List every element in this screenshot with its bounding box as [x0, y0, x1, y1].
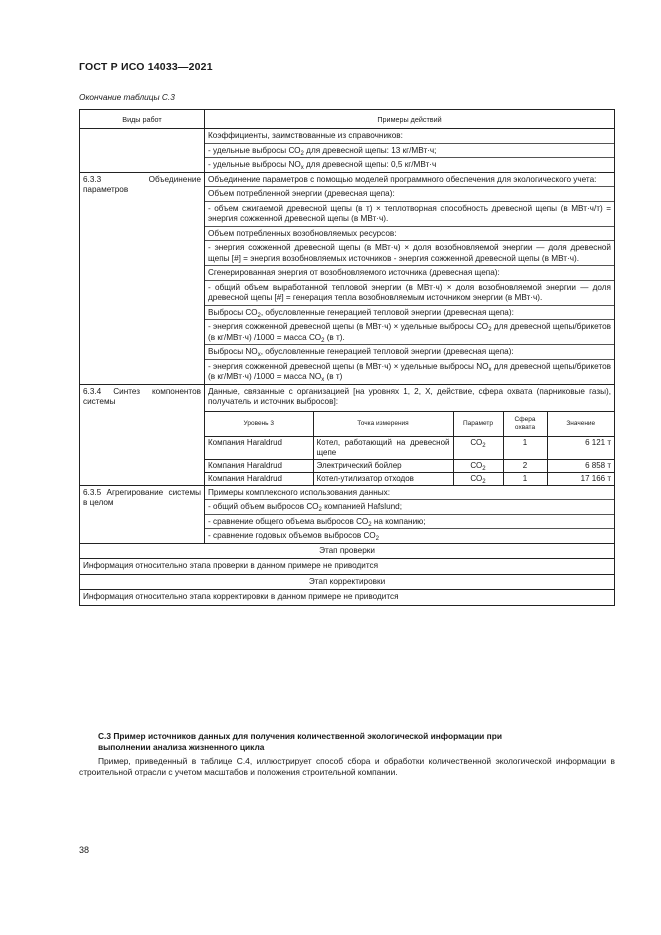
action-paragraph: - общий объем выработанной тепловой энергии (в МВт·ч) × доля возобновляемой энергии — доля древесной щепы [#] = генерация тепла возобновляемым источником энергии (в МВт·ч). [205, 280, 614, 305]
action-paragraph: Данные, связанные с организацией [на уровнях 1, 2, X, действие, сфера охвата (парниковые газы), получатель и источник выбросов]: [208, 386, 611, 406]
param-cell: $СО_2$ [453, 436, 503, 459]
stage-heading-correct: Этап корректировки [80, 574, 615, 590]
action-paragraph: - сравнение годовых объемов выбросов $СО_2$ [205, 528, 614, 543]
row-label: 6.3.3 Объединение параметров [80, 172, 205, 384]
col-header-actions: Примеры действий [205, 110, 615, 129]
subtable-row [205, 459, 614, 472]
action-paragraph: - сравнение общего объема выбросов $СО_2$ на компанию; [205, 514, 614, 529]
value-cell: 6 121 т [547, 436, 614, 459]
level-cell: Компания Haraldrud [205, 459, 313, 472]
level-cell: Компания Haraldrud [205, 436, 313, 459]
row-label: 6.3.5 Агрегирование системы в целом [80, 485, 205, 543]
row-label-empty [80, 129, 205, 173]
subtable-header: Сфера охвата [503, 411, 547, 436]
action-paragraph: - общий объем выбросов $СО_2$ компанией Hafslund; [205, 499, 614, 514]
stage-info-correct: Информация относительно этапа корректировки в данном примере не приводится [80, 590, 615, 606]
action-paragraph: Объем потребленных возобновляемых ресурсов: [205, 226, 614, 241]
document-header: ГОСТ Р ИСО 14033—2021 [79, 61, 213, 73]
value-cell: 6 858 т [547, 459, 614, 472]
value-cell: 17 166 т [547, 472, 614, 485]
point-cell: Котел-утилизатор отходов [313, 472, 453, 485]
subtable-header: Точка измерения [313, 411, 453, 436]
action-paragraph: - удельные выбросы $СО_2$ для древесной щепы: 13 кг/МВт·ч; [205, 143, 614, 158]
row-actions [205, 384, 615, 485]
stage-heading-check: Этап проверки [80, 543, 615, 559]
subtable-header: Уровень 3 [205, 411, 313, 436]
scope-cell: 1 [503, 472, 547, 485]
action-paragraph: - энергия сожженной древесной щепы (в МВт·ч) × удельные выбросы $NO_x$ для древесной щепы/брикетов (в кг/МВт·ч) /1000 = масса $NO_x$ (в т) [205, 359, 614, 384]
table-row [80, 574, 615, 590]
table-row [80, 129, 615, 173]
page-number: 38 [79, 845, 90, 855]
actions-table [79, 109, 615, 606]
table-caption: Окончание таблицы С.3 [79, 92, 175, 102]
row-actions [205, 129, 615, 173]
action-paragraph: Выбросы $NO_x$, обусловленные генерацией тепловой энергии (древесная щепа): [205, 344, 614, 359]
stage-info-check: Информация относительно этапа проверки в данном примере не приводится [80, 559, 615, 575]
subtable-header: Параметр [453, 411, 503, 436]
table-row [80, 559, 615, 575]
action-paragraph: - удельные выбросы $NO_x$ для древесной щепы: 0,5 кг/МВт·ч [205, 157, 614, 172]
scope-cell: 2 [503, 459, 547, 472]
point-cell: Электрический бойлер [313, 459, 453, 472]
action-paragraph: Выбросы $СО_2$, обусловленные генерацией тепловой энергии (древесная щепа): [205, 305, 614, 320]
action-paragraph: Сгенерированная энергия от возобновляемого источника (древесная щепа): [205, 265, 614, 280]
param-cell: $СО_2$ [453, 472, 503, 485]
row-actions [205, 485, 615, 543]
action-paragraph: - энергия сожженной древесной щепы (в МВт·ч) × удельные выбросы $СО_2$ для древесной щепы/брикетов (в кг/МВт·ч) /1000 = масса $СО_2$ (в т). [205, 319, 614, 344]
section-body: Пример, приведенный в таблице С.4, иллюстрирует способ сбора и обработки количественной экологической информации в строительной отрасли с учетом масштабов и положения строительной компании. [79, 756, 615, 777]
subtable-row [205, 472, 614, 485]
emissions-subtable [205, 411, 614, 485]
param-cell: $СО_2$ [453, 459, 503, 472]
action-paragraph: Коэффициенты, заимствованные из справочников: [208, 131, 403, 140]
table-row [80, 590, 615, 606]
subtable-row [205, 436, 614, 459]
action-paragraph: - энергия сожженной древесной щепы (в МВт·ч) × доля возобновляемой энергии — доля древесной щепы [#] = энергия возобновляемых источников - энергия сожженной древесной щепы (в МВт·ч). [205, 240, 614, 265]
point-cell: Котел, работающий на древесной щепе [313, 436, 453, 459]
action-paragraph: Объединение параметров с помощью моделей программного обеспечения для экологического учета: [208, 174, 597, 184]
action-paragraph: Объем потребленной энергии (древесная щепа): [205, 186, 614, 201]
row-actions [205, 172, 615, 384]
table-row [80, 172, 615, 384]
table-row [80, 543, 615, 559]
row-label: 6.3.4 Синтез компонентов системы [80, 384, 205, 485]
action-paragraph: - объем сжигаемой древесной щепы (в т) × теплотворная способность древесной щепы (в МВт·ч/т) = энергия сожженной древесной щепы (в МВт·ч). [205, 201, 614, 226]
table-row [80, 485, 615, 543]
scope-cell: 1 [503, 436, 547, 459]
table-row [80, 384, 615, 485]
subtable-header: Значение [547, 411, 614, 436]
col-header-work-types: Виды работ [80, 110, 205, 129]
level-cell: Компания Haraldrud [205, 472, 313, 485]
action-paragraph: Примеры комплексного использования данных: [208, 487, 390, 497]
section-title: С.3 Пример источников данных для получения количественной экологической информации при выполнении анализа жизненного цикла [98, 731, 502, 752]
